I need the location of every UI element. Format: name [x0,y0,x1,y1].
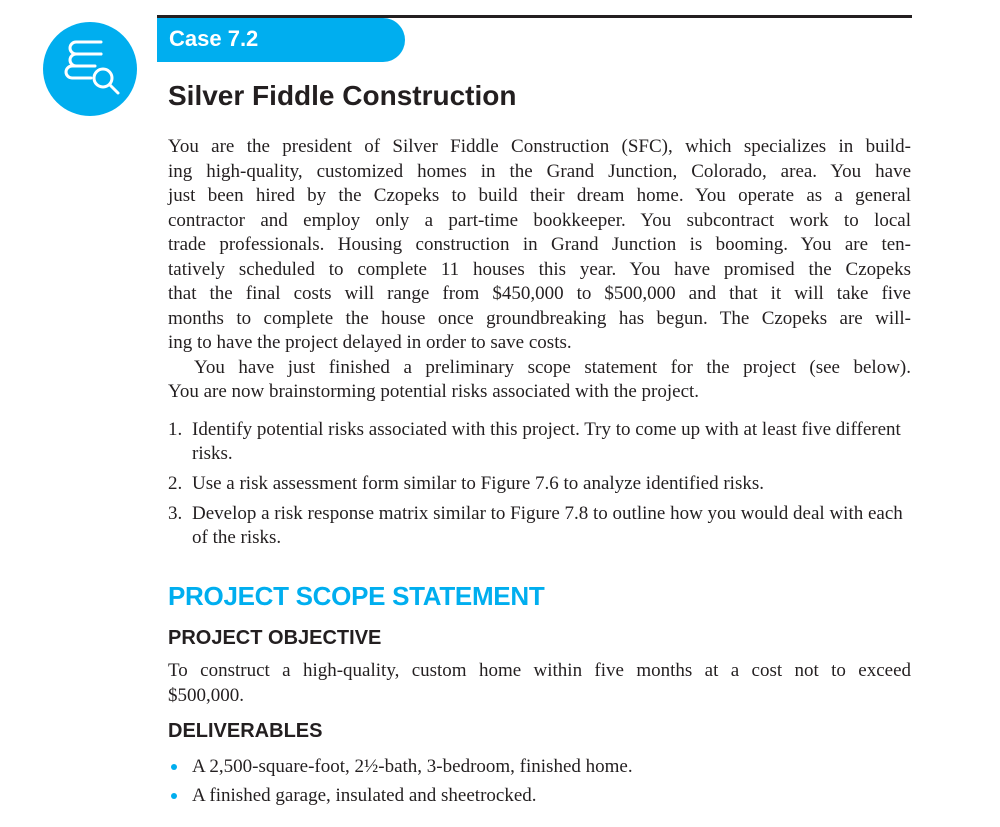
text-line: $500,000. [168,684,244,706]
text-line: just been hired by the Czopeks to build their dream home. You operate as a general [168,185,911,206]
bullet-icon [171,764,177,770]
scope-heading: PROJECT SCOPE STATEMENT [168,581,545,611]
text-line: You are now brainstorming potential risks associated with the project. [168,381,700,402]
bullet-icon [171,793,177,799]
deliverable-item [168,781,633,810]
question-list [168,418,911,556]
deliverable-text: A 2,500-square-foot, 2½-bath, 3-bedroom, finished home. [192,756,633,777]
question-item [168,502,911,550]
text-line: contractor and employ only a part-time bookkeeper. You subcontract work to local [168,209,911,231]
case-label-banner [157,18,405,62]
question-number: 2. [168,473,183,494]
page-title: Silver Fiddle Construction [168,80,517,111]
question-number: 1. [168,419,183,440]
text-line: ing high-quality, customized homes in the Grand Junction, Colorado, area. You have [168,160,911,182]
deliverable-text: A finished garage, insulated and sheetrocked. [192,785,537,806]
text-line: You have just finished a preliminary scope statement for the project (see below). [194,356,911,378]
objective-text [168,659,911,708]
text-line: months to complete the house once groundbreaking has begun. The Czopeks are will- [168,307,911,329]
text-line: To construct a high-quality, custom home within five months at a cost not to exceed [168,660,911,681]
intro-paragraph [168,135,911,405]
question-text: Identify potential risks associated with this project. Try to come up with at least five different risks. [192,419,901,464]
question-item [168,418,911,466]
text-line: ing to have the project delayed in order to save costs. [168,332,572,353]
case-label: Case 7.2 [169,26,259,51]
deliverable-item [168,752,633,781]
objective-heading: PROJECT OBJECTIVE [168,627,382,649]
deliverables-list [168,752,633,810]
question-number: 3. [168,503,183,524]
text-line: You are the president of Silver Fiddle Construction (SFC), which specializes in build- [168,136,911,157]
deliverables-heading: DELIVERABLES [168,720,323,742]
question-text: Use a risk assessment form similar to Figure 7.6 to analyze identified risks. [192,473,764,494]
text-line: that the final costs will range from $450,000 to $500,000 and that it will take five [168,283,911,304]
question-item [168,472,911,496]
books-search-icon [43,22,137,116]
text-line: tatively scheduled to complete 11 houses this year. You have promised the Czopeks [168,258,911,280]
text-line: trade professionals. Housing construction in Grand Junction is booming. You are ten- [168,234,911,255]
question-text: Develop a risk response matrix similar to Figure 7.8 to outline how you would deal with each of the risks. [192,503,903,548]
